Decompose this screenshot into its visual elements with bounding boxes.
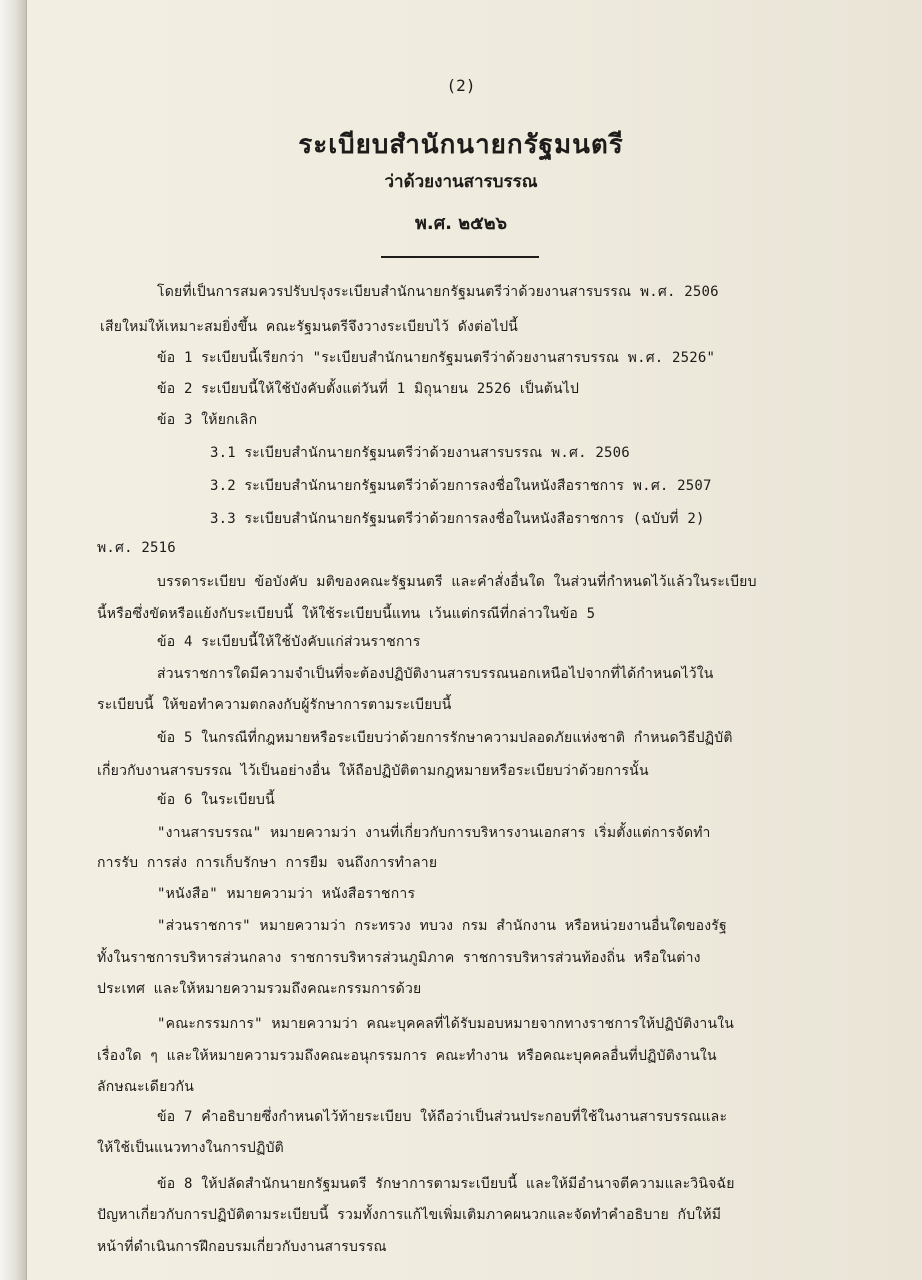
body-line: ปัญหาเกี่ยวกับการปฏิบัติตามระเบียบนี้ รวมทั้งการแก้ไขเพิ่มเติมภาคผนวกและจัดทำคำอธิบาย กับให้มี [97,1207,722,1223]
page-number: (2) [446,76,476,95]
body-line: เรื่องใด ๆ และให้หมายความรวมถึงคณะอนุกรรมการ คณะทำงาน หรือคณะบุคคลอื่นที่ปฏิบัติงานใน [97,1048,717,1064]
body-line: นี้หรือซึ่งขัดหรือแย้งกับระเบียบนี้ ให้ใช้ระเบียบนี้แทน เว้นแต่กรณีที่กล่าวในข้อ 5 [97,606,596,622]
body-line: "หนังสือ" หมายความว่า หนังสือราชการ [157,886,416,902]
body-line: ข้อ 2 ระเบียบนี้ให้ใช้บังคับตั้งแต่วันที่ 1 มิถุนายน 2526 เป็นต้นไป [157,381,580,397]
body-line: "ส่วนราชการ" หมายความว่า กระทรวง ทบวง กรม สำนักงาน หรือหน่วยงานอื่นใดของรัฐ [157,918,727,934]
body-line: โดยที่เป็นการสมควรปรับปรุงระเบียบสำนักนายกรัฐมนตรีว่าด้วยงานสารบรรณ พ.ศ. 2506 [157,284,719,300]
body-line: พ.ศ. 2516 [97,540,176,556]
document-subtitle: ว่าด้วยงานสารบรรณ [384,172,538,192]
body-line: "คณะกรรมการ" หมายความว่า คณะบุคคลที่ได้รับมอบหมายจากทางราชการให้ปฏิบัติงานใน [157,1016,735,1032]
body-line: เสียใหม่ให้เหมาะสมยิ่งขึ้น คณะรัฐมนตรีจึงวางระเบียบไว้ ดังต่อไปนี้ [100,319,519,335]
body-line: 3.2 ระเบียบสำนักนายกรัฐมนตรีว่าด้วยการลงชื่อในหนังสือราชการ พ.ศ. 2507 [210,478,712,494]
body-line: ข้อ 7 คำอธิบายซึ่งกำหนดไว้ท้ายระเบียบ ให้ถือว่าเป็นส่วนประกอบที่ใช้ในงานสารบรรณและ [157,1109,728,1125]
body-line: ข้อ 5 ในกรณีที่กฎหมายหรือระเบียบว่าด้วยการรักษาความปลอดภัยแห่งชาติ กำหนดวิธีปฏิบัติ [157,730,733,746]
title-divider [381,256,539,258]
body-line: 3.1 ระเบียบสำนักนายกรัฐมนตรีว่าด้วยงานสารบรรณ พ.ศ. 2506 [210,445,630,461]
body-line: ข้อ 8 ให้ปลัดสำนักนายกรัฐมนตรี รักษาการตามระเบียบนี้ และให้มีอำนาจตีความและวินิจฉัย [157,1176,735,1192]
body-line: ข้อ 1 ระเบียบนี้เรียกว่า "ระเบียบสำนักนายกรัฐมนตรีว่าด้วยงานสารบรรณ พ.ศ. 2526" [157,350,716,366]
document-year: พ.ศ. ๒๕๒๖ [414,213,507,234]
body-line: การรับ การส่ง การเก็บรักษา การยืม จนถึงการทำลาย [97,855,438,871]
body-line: เกี่ยวกับงานสารบรรณ ไว้เป็นอย่างอื่น ให้ถือปฏิบัติตามกฎหมายหรือระเบียบว่าด้วยการนั้น [97,763,649,779]
body-line: หน้าที่ดำเนินการฝึกอบรมเกี่ยวกับงานสารบรรณ [97,1239,387,1255]
body-line: 3.3 ระเบียบสำนักนายกรัฐมนตรีว่าด้วยการลงชื่อในหนังสือราชการ (ฉบับที่ 2) [210,511,705,527]
body-line: บรรดาระเบียบ ข้อบังคับ มติของคณะรัฐมนตรี และคำสั่งอื่นใด ในส่วนที่กำหนดไว้แล้วในระเบียบ [157,574,757,590]
body-line: ระเบียบนี้ ให้ขอทำความตกลงกับผู้รักษาการตามระเบียบนี้ [97,697,452,713]
body-line: ข้อ 6 ในระเบียบนี้ [157,792,275,808]
body-line: ข้อ 3 ให้ยกเลิก [157,412,258,428]
body-line: "งานสารบรรณ" หมายความว่า งานที่เกี่ยวกับการบริหารงานเอกสาร เริ่มตั้งแต่การจัดทำ [157,825,711,841]
body-line: ข้อ 4 ระเบียบนี้ให้ใช้บังคับแก่ส่วนราชการ [157,634,421,650]
body-line: ทั้งในราชการบริหารส่วนกลาง ราชการบริหารส่วนภูมิภาค ราชการบริหารส่วนท้องถิ่น หรือในต่าง [97,950,701,966]
body-line: ส่วนราชการใดมีความจำเป็นที่จะต้องปฏิบัติงานสารบรรณนอกเหนือไปจากที่ได้กำหนดไว้ใน [157,666,714,682]
body-line: ลักษณะเดียวกัน [97,1079,194,1095]
body-line: ให้ใช้เป็นแนวทางในการปฏิบัติ [97,1140,284,1156]
body-line: ประเทศ และให้หมายความรวมถึงคณะกรรมการด้วย [97,981,422,997]
document-title: ระเบียบสำนักนายกรัฐมนตรี [298,130,624,160]
